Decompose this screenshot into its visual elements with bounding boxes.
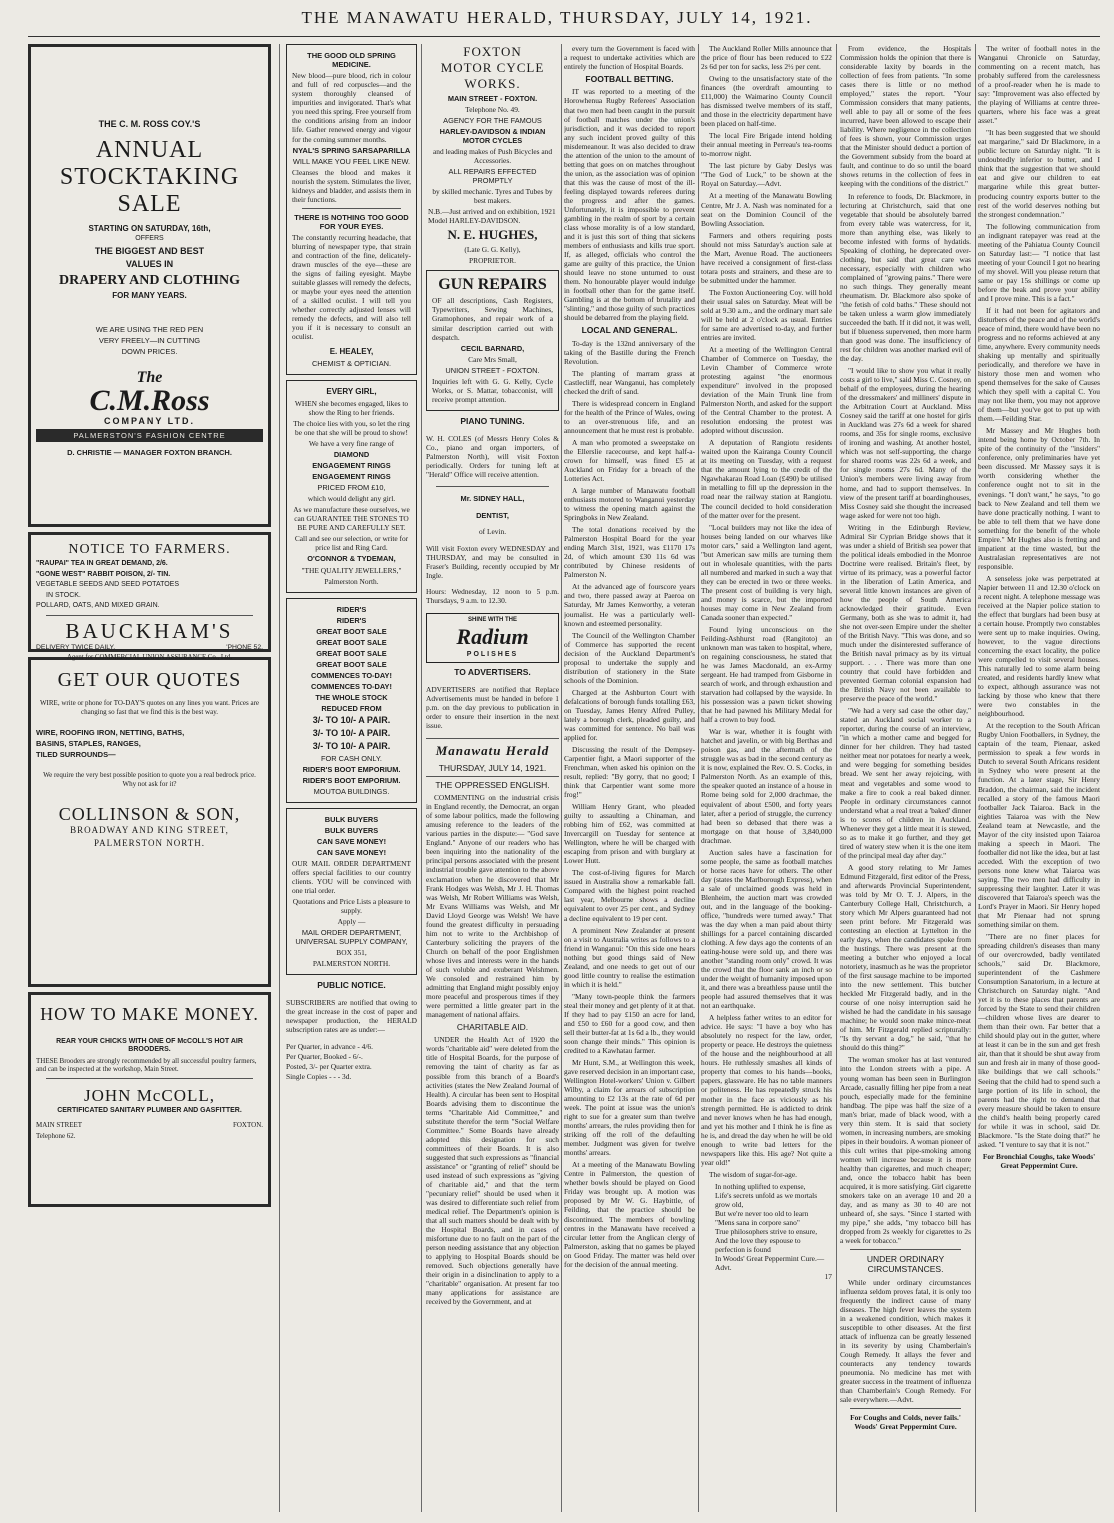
medicine-text-2: Cleanses the blood and makes it nourish the system. Stimulates the liver, kidneys and bladder, and assists them in their functions. xyxy=(292,167,411,204)
gun-text-2: Inquiries left with G. G. Kelly, Cycle Works, or S. Mattar, tobacconist, will receive prompt attention. xyxy=(432,376,553,404)
money-title: HOW TO MAKE MONEY. xyxy=(40,1004,259,1024)
farmers-title: NOTICE TO FARMERS. xyxy=(68,542,231,557)
girl-text-4: which would delight any girl. xyxy=(307,494,396,504)
public-notice-text: SUBSCRIBERS are notified that owing to the great increase in the cost of paper and newspaper production, the HERALD subscription rates are as under:— xyxy=(286,998,417,1035)
coughs-footer: For Coughs and Colds, never fails.' Woods' Great Peppermint Cure. xyxy=(850,1413,961,1432)
local-general-title: LOCAL AND GENERAL. xyxy=(581,325,678,336)
column-rule xyxy=(279,44,280,1512)
motor-address: MAIN STREET - FOXTON. xyxy=(447,93,538,103)
news-item: The Foxton Auctioneering Coy. will hold their usual sales on Saturday. Meat will be sold at 9.30 a.m., and the ordinary mart sale will be held at 2 o'clock as usual. Entries for same are advertised to-day, and further entries are invited. xyxy=(701,287,832,342)
riders-whole-stock: THE WHOLE STOCK xyxy=(315,692,388,702)
medicine-claim: WILL MAKE YOU FEEL LIKE NEW. xyxy=(292,156,411,166)
medicine-text-1: New blood—pure blood, rich in colour and full of red corpuscles—and the system thoroughly cleansed of impurities and invigorated. That's what you need this spring. Free yourself from the conditions arising from an indoor life. Gather renewed energy and vigour for the coming summer months. xyxy=(292,71,411,144)
quotes-text-2: We require the very best possible position to quote you a real bedrock price. Why not ask for it? xyxy=(43,771,256,789)
bulk-box: BOX 351, xyxy=(336,948,367,958)
motor-title-2: MOTOR CYCLE xyxy=(440,59,545,75)
local-item: A man who promoted a sweepstake on the Ellerslie racecourse, and kept half-a-crown for himself, was fined £5 at Auckland on Friday for a breach of the Lotteries Act. xyxy=(564,437,695,484)
verse-line: In Woods' Great Peppermint Cure.—Advt. xyxy=(715,1254,825,1273)
riders-price-1: 3/- TO 10/- A PAIR. xyxy=(312,714,391,725)
football-text: IT was reported to a meeting of the Horowhenua Rugby Referees' Association that two men had been caught in the pursuit of football matches under the union's jurisdiction, and it was decided to report any such incident proved guilty of this misdemeanour. It was also decided to draw the attention of the union to the amount of betting that goes on on matches throughout the union, as the association was of opinion that this was the cause of most of the ill-feeling displayed towards referees during the progress and after the games. Unfortunately, it is impossible to prevent gambling in the realm of sport by a certain class whose morality is of a low standard, and it is just this sort of thing that sickens members of enthusiasts and kills true sport. If, as alleged, officials who control the game are guilty of this practice, the Union should leave no stone unturned to oust them. No honourable player would indulge in football other than for the game itself. Gambling is at the bottom of brutality and "slinting," and those guilty of such practices should be debarred from the playing field. xyxy=(564,87,695,323)
ross-title-3: SALE xyxy=(117,191,182,218)
ross-line-2: VALUES IN xyxy=(125,258,174,269)
divider xyxy=(850,1249,961,1250)
rate-single: Single Copies - - - 3d. xyxy=(286,1071,352,1081)
advertisers-title: TO ADVERTISERS. xyxy=(454,667,531,678)
column-rule xyxy=(975,44,976,1512)
mccoll-street: MAIN STREET xyxy=(36,1121,83,1130)
dentist-name: Mr. SIDNEY HALL, xyxy=(460,494,525,504)
eyes-title: THERE IS NOTHING TOO GOOD FOR YOUR EYES. xyxy=(294,212,409,231)
girl-line-1: DIAMOND xyxy=(333,450,370,460)
girl-text-1: WHEN she becomes engaged, likes to show the Ring to her friends. xyxy=(294,399,409,418)
riders-emporium-2: RIDER'S BOOT EMPORIUM. xyxy=(302,775,401,785)
verse-line: "Mens sana in corpore sano" xyxy=(715,1217,800,1227)
quotes-title: GET OUR QUOTES xyxy=(57,669,242,691)
column-3 xyxy=(426,44,559,1512)
oppressed-text: COMMENTING on the industrial crisis in England recently, the Democrat, an organ of some labour politics, made the following amusing reference to the leaders of the various parties in the dispute:— "God save England." Anyone of our readers who has been inquiring into the nationality of the principal persons associated with the present industrial trouble gave attention to the above exclamation when he discovered that Mr Frank Hodges was Welsh, Mr J. H. Thomas was Welsh, Mr Robert Williams was Welsh, Mr Evans Williams was Welsh, and Mr David Lloyd George was Welsh! We have found the greatest difficulty in persuading him not to write to the Archbishop of Canterbury soliciting the prayers of the Church on behalf of the poor Englishmen whose lives and interests were in the hands of such voluble and exuberant Welshmen. We consoled and restrained him by admitting that England might possibly enjoy more peaceful and prosperous times if they were permitted a little greater part in the management of national affairs. xyxy=(426,793,559,1019)
column-2 xyxy=(286,44,417,1512)
quotes-line-1: WIRE, ROOFING IRON, NETTING, BATHS, xyxy=(36,728,185,738)
news-item: At a meeting of the Wellington Central Chamber of Commerce on Tuesday, the Levin Chamber of Commerce wrote protesting against "the enormous expenditure" involved in the proposed deviation of the Main Trunk line from Palmerston North, and asked for the support of the Central Chamber to the protest. A resolution endorsing the protest was adopted without discussion. xyxy=(701,344,832,436)
mccoll-trade: CERTIFICATED SANITARY PLUMBER AND GASFITTER. xyxy=(57,1106,242,1114)
news-item: The last picture by Gaby Deslys was "The God of Luck," to be shown at the Royal on Saturday.—Advt. xyxy=(701,161,832,189)
charitable-title: CHARITABLE AID. xyxy=(456,1022,529,1033)
motor-agency: AGENCY FOR THE FAMOUS xyxy=(443,115,542,125)
divider xyxy=(850,1408,961,1409)
motor-telephone: Telephone No. 49. xyxy=(465,104,520,114)
article-oppressed-english xyxy=(426,780,559,1019)
bauckham-delivery xyxy=(36,644,263,652)
mccoll-address xyxy=(36,1121,263,1130)
masthead-title: THE MANAWATU HERALD, THURSDAY, JULY 14, 1921. xyxy=(301,8,813,27)
mccoll-ad xyxy=(28,992,271,1207)
news-item: The Auckland Roller Mills announce that the price of flour has been reduced to £22 2s 6d per ton for sacks, less 2½ per cent. xyxy=(701,44,832,72)
news-item: "It has been suggested that we should eat margarine," said Dr Blackmore, in a public lecture on Saturday night. "It is undoubtedly inferior to butter, and I think that the suggestion that we should eat and give our children to eat margarine while this great butter-producing country exports butter to the rest of the world deserves nothing but the strongest condemnation." xyxy=(978,128,1100,219)
nyals-ad xyxy=(286,44,417,375)
riders-cash: FOR CASH ONLY. xyxy=(321,753,382,763)
bulk-apply: Apply — xyxy=(337,917,366,927)
ross-firm: THE C. M. ROSS COY.'S xyxy=(98,119,201,129)
motor-and: and leading makes of Push Bicycles and Accessories. xyxy=(432,146,553,165)
girl-text-2: The choice lies with you, so let the ring be one that she will be proud to show! xyxy=(293,419,410,438)
motor-nb: N.B.—Just arrived and on exhibition, 1921 Model HARLEY-DAVIDSON. xyxy=(428,206,556,225)
motor-makes: HARLEY-DAVIDSON & INDIAN MOTOR CYCLES xyxy=(439,126,546,145)
news-item: War is war, whether it is fought with hatchet and javelin, or with big Berthas and poison gas, and the aftermath of the struggle was as bad in the second century as it is now, explained the Rev. O. S. Cocks, in Palmerston North. As an example of this, the speaker quoted an instance of a house in Rome being sold for 2,000 drachmae, the equivalent of about £500, and forty years later, after a period of struggle, the currency had been so debased that there was a mortgage on that house of 3,840,000 drachmae. xyxy=(701,727,832,845)
quotes-text-1: WIRE, write or phone for TO-DAY'S quotes on any lines you want. Prices are changing so fast that we find this is the best way. xyxy=(39,699,260,716)
piano-title: PIANO TUNING. xyxy=(460,415,525,426)
medicine-title: THE GOOD OLD SPRING MEDICINE. xyxy=(307,51,396,70)
local-item: The total donations received by the Palmerston Hospital Board for the year ending March 31st, 1921, was £1170 17s 2d, of which amount £30 11s 6d was contributed by Chinese residents of Palmerston N. xyxy=(564,525,695,580)
girl-price: PRICED FROM £10, xyxy=(317,483,386,493)
radium-polishes: POLISHES xyxy=(466,650,519,658)
ross-manager: D. CHRISTIE — MANAGER FOXTON BRANCH. xyxy=(67,448,232,458)
riders-sale-3: GREAT BOOT SALE xyxy=(316,648,387,658)
verse-number: 17 xyxy=(824,1272,832,1282)
divider xyxy=(426,738,559,739)
local-item: A prominent New Zealander at present on a visit to Australia writes as follows to a friend in Wanganui: "On this side one hears nothing but good things said of New Zealand, and one needs to get out of our good little country to realise the estimation in which it is held." xyxy=(564,925,695,989)
gun-text-1: OF all descriptions, Cash Registers, Typewriters, Sewing Machines, Gramophones, and repair work of a similar description carried out with despatch. xyxy=(432,296,553,342)
collinson-addr-2: PALMERSTON NORTH. xyxy=(94,838,205,849)
news-item: Writing in the Edinburgh Review, Admiral Sir Cyprian Bridge shows that it was under a shield of British sea power that the political ideals embodied in the Monroe Doctrine were realised. Britain's fleet, by virtue of its primacy, was a powerful factor in the liberation of Latin America, and several little known instances are given of how the people of South America acknowledged their gratitude. Even Germany, both as she was to admit it, had she not over-seen Empire under the shelter of the British Navy. "This was done, and so much under the disinterested sufferance of the British naval primacy as by its virtual support. . . . There was more than one country that could have forbidden and prevented German colonial expansion had the British Navy not been available to preserve the peace of the world." xyxy=(840,522,971,704)
verse-line: True philosophers strive to ensure, xyxy=(715,1226,818,1236)
dentist-text: Will visit Foxton every WEDNESDAY and THURSDAY, and may be consulted in Fraser's Building, recently occupied by Mr Ingle. xyxy=(426,543,559,580)
column-rule xyxy=(836,44,837,1512)
bauckham-agent: Agent for COMMERCIAL UNION ASSURANCE Co., Ltd. xyxy=(67,654,232,662)
farmers-line-5: POLLARD, OATS, AND MIXED GRAIN. xyxy=(36,602,160,610)
ross-title-2: STOCKTAKING xyxy=(59,164,240,191)
money-text-1: THESE Brooders are strongly recommended by all successful poultry farmers, and can be inspected at the workshop, Main Street. xyxy=(36,1056,257,1074)
news-item: Farmers and others requiring posts should not miss Saturday's auction sale at the Mart, Avenue Road. The auctioneers have received a consignment of first-class totara posts and strainers, and these are to be submitted under the hammer. xyxy=(701,230,832,285)
farmers-line-4: IN STOCK. xyxy=(46,591,81,599)
riders-commence-2: COMMENCES TO-DAY! xyxy=(311,681,392,691)
bauckham-name: BAUCKHAM'S xyxy=(65,618,234,643)
bulk-line-2: BULK BUYERS xyxy=(324,825,379,835)
ross-pen-1: WE ARE USING THE RED PEN xyxy=(95,324,204,334)
riders-ad xyxy=(286,598,417,803)
motor-title-1: FOXTON xyxy=(463,44,522,59)
ross-pen-2: VERY FREELY—IN CUTTING xyxy=(98,335,201,345)
oppressed-title: THE OPPRESSED ENGLISH. xyxy=(435,779,550,790)
local-item: Charged at the Ashburton Court with defalcations of borough funds totalling £63, on Tuesday, James Henry Alfred Pulley, lately a borough clerk, pleaded guilty, and was committed for sentence. No bail was applied for. xyxy=(564,687,695,742)
bronchial-footer: For Bronchial Coughs, take Woods' Great Peppermint Cure. xyxy=(982,1151,1096,1170)
local-item: There is widespread concern in England for the health of the Prince of Wales, owing to an over-strenuous life, and an announcement that he must rest is probable. xyxy=(564,398,695,435)
advertisers-text: ADVERTISERS are notified that Replace Advertisements must be handed in before 1 p.m. on the day previous to publication in order to ensure their insertion in the next issue. xyxy=(426,685,559,731)
news-item: A senseless joke was perpetrated at Napier between 11 and 12.30 o'clock on a recent night. A telephone message was received at the Napier police station to the effect that burglars had been busy at a certain house. Promptly two constables were sent up to make inquiries. Owing, however, to the vague directions concerning the exact locality, the police were compelled to visit several houses. This naturally led to some alarm being created, and residents hardly knew what to expect, although assurance was not lacking by those who knew that there were two constables in the neighbourhood. xyxy=(978,573,1100,719)
ross-logo-band: PALMERSTON'S FASHION CENTRE xyxy=(36,429,263,442)
ross-starting: STARTING ON SATURDAY, 16th, xyxy=(88,223,211,233)
motor-cycle-ad xyxy=(426,44,559,265)
girl-line-3: ENGAGEMENT RINGS xyxy=(312,472,391,482)
radium-polish-ad xyxy=(426,613,559,664)
farmers-line-3: VEGETABLE SEEDS AND SEED POTATOES xyxy=(36,581,180,589)
local-item: William Henry Grant, who pleaded guilty to assaulting a Chinaman, and robbing him of £62, was committed at Invercargill on Tuesday for sentence at Wellington, where he will be charged with escaping from prison and with burglary at Lower Hutt. xyxy=(564,802,695,866)
news-item: The woman smoker has at last ventured into the London streets with a pipe. A young woman has been seen in Burlington Arcade, casually filling her pipe from a neat pouch, especially made for the feminine handbag. The pipe was half the size of a man's briar, made of black wood, with a very thin stem. It is said that society women, in increasing numbers, are smoking pipes in their boudoirs. A woman pioneer of this cult writes that pipe-smoking among women will increase because it is more healthy than cigarettes, and much cheaper; and, once the tobacco habit has been acquired, it is more satisfying. Girl cigarette smokers take on an average 10 and 20 a day, and as many as 30 to 40 are not unheard of, she says. "Since I started with my pipe," she adds, "my tobacco bill has dropped from 2s weekly for cigarettes to 2s a week for tobacco." xyxy=(840,1055,971,1246)
bulk-line-3: CAN SAVE MONEY! xyxy=(316,836,387,846)
radium-name: Radium xyxy=(456,624,529,649)
gun-address: UNION STREET - FOXTON. xyxy=(445,365,540,375)
collinson-ad xyxy=(28,657,271,987)
collinson-addr-1: BROADWAY AND KING STREET, xyxy=(70,825,229,836)
column-5 xyxy=(701,44,832,1512)
girl-text-5: As we manufacture these ourselves, we can GUARANTEE THE STONES TO BE PURE AND CAREFULLY SET. xyxy=(293,505,410,533)
riders-price-2: 3/- TO 10/- A PAIR. xyxy=(312,727,391,738)
local-item: Discussing the result of the Dempsey-Carpentier fight, a Maori supporter of the Frenchman, when asked his opinion on the result, replied: "By gorry, that no good; I think that Carpentier want some more frog!" xyxy=(564,744,695,800)
riders-title-1: RIDER'S xyxy=(336,604,367,614)
farmers-line-1: "RAUPAI" TEA IN GREAT DEMAND, 2/6. xyxy=(36,560,168,568)
gun-repairs-ad xyxy=(426,270,559,411)
column-7 xyxy=(978,44,1100,1512)
rate-quarter-advance: Per Quarter, in advance - 4/6. xyxy=(286,1041,373,1051)
herald-date: THURSDAY, JULY 14, 1921. xyxy=(438,762,547,773)
hughes-prop: PROPRIETOR. xyxy=(469,255,516,265)
news-item: If it had not been for agitators and disturbers of the peace and of the world's peace of mind, there would have been no progress and no reforms achieved at any time, anywhere. Every community needs shaking up mentally and spiritually periodically, and therefore we have in history those men and women who spend themselves for the sake of Causes which they spell with a capital C. You may not like them, you may not approve of them—but you've got to put up with them.—Feilding Star. xyxy=(978,305,1100,424)
column-6 xyxy=(840,44,971,1512)
bulk-text-2: Quotations and Price Lists a pleasure to supply. xyxy=(292,897,411,916)
column-rule xyxy=(698,44,699,1512)
riders-reduced: REDUCED FROM xyxy=(321,703,382,713)
healey-name: E. HEALEY, xyxy=(329,347,374,357)
public-notice xyxy=(286,980,417,1080)
jewellers-ad xyxy=(286,380,417,592)
bulk-dept: MAIL ORDER DEPARTMENT, UNIVERSAL SUPPLY COMPANY, xyxy=(295,928,408,947)
ross-pen-3: DOWN PRICES. xyxy=(121,346,178,356)
ross-logo-the: The xyxy=(136,369,163,386)
healey-trade: CHEMIST & OPTICIAN. xyxy=(311,359,392,369)
news-item: "I would like to show you what it really costs a girl to live," said Miss C. Cosney, on behalf of the employees, during the hearing of the dressmakers' and milliners' dispute in the Arbitration Court at Auckland. Miss Cosney said the tariff at one hostel for girls in Auckland was 27s 6d a week for shared rooms, and 35s for single rooms, exclusive of ironing and washing. At another hostel, which was not self-supporting, the charge for shared rooms was 22s 6d a week, and for single rooms 27s 6d. Many of the Union's members were living away from home, and had to support themselves. In view of the present tariff at boardinghouses, Miss Cosney said she thought the increased wage asked for were not too high. xyxy=(840,366,971,520)
verse-line: In nothing uplifted to expense, xyxy=(715,1181,806,1191)
masthead-rule xyxy=(28,36,1100,37)
gun-title: GUN REPAIRS xyxy=(438,275,547,293)
news-item: A helpless father writes to an editor for advice. He says: "I have a boy who has absolutely no respect for the law, order, property or peace. He destroys the quietness of the house and the neighbourhood at all hours. He ruthlessly smashes all kinds of property that comes to his hands—books, papers, glassware. He has no table manners or politeness. He has repeatedly struck his mother in the face as viciously as his strength permitted. He is addicted to drink and never knows when he has had enough, and yet his mother and I think he is fine as he is, and dread the day when he will be old enough to write bad letters for the newspapers like this. His age? Not quite a year old!" xyxy=(701,1013,832,1167)
herald-flag: Manawatu Herald xyxy=(435,742,550,758)
dentist-of: of Levin. xyxy=(478,527,507,537)
news-item: In reference to foods, Dr. Blackmore, in lecturing at Christchurch, said that one vegetable that should be absolutely barred from every table was watercress, for it, more than anything else, was likely to become infested with forms of hydatids. Speaking of clothing, he deprecated over-clothing, but said that great care was necessary, especially with children who complained of "growing pains." There were no such things. They generally meant rheumatism. Dr. Blackmore also spoke of "the fetish of cold baths." These should not be taken unless a warm glow immediately succeeded the bath. If it did not, it was well, but if blueness supervened, then more harm than good was done. The insufficiency of rest for children was another marked evil of the day. xyxy=(840,191,971,364)
local-item: The cost-of-living figures for March issued in Australia show a remarkable fall. Compared with the highest point reached last year, Melbourne shows a decline equivalent to over 25 per cent., and Sydney a decline equivalent to 19 per cent. xyxy=(564,868,695,923)
ross-line-4: FOR MANY YEARS. xyxy=(112,290,187,300)
news-item: The following communication from an indignant ratepayer was read at the meeting of the Pahiatua County Council on Saturday last:— "I notice that last meeting of your Council I got no hearing of my shovel. Will you please return that same or pay 15s shillings or come up before the beak and prove your ability and I prove mine. This is a fact." xyxy=(978,221,1100,303)
local-item: The planting of marram grass at Castlecliff, near Wanganui, has completely checked the drift of sand. xyxy=(564,368,695,396)
quotes-line-3: TILED SURROUNDS— xyxy=(36,750,116,760)
motor-skill: by skilled mechanic. Tyres and Tubes by best makers. xyxy=(432,186,553,205)
news-item: At a meeting of the Manawatu Bowling Centre, Mr J. A. Nash was nominated for a seat on the Dominion Council of the Bowling Association. xyxy=(701,191,832,228)
local-item: At the advanced age of fourscore years and two, there passed away at Paeroa on Saturday, Mr James Kenworthy, a veteran journalist. He was a particularly well-known and esteemed personality. xyxy=(564,582,695,628)
riders-building: MOUTOA BUILDINGS. xyxy=(313,786,390,796)
charitable-text: UNDER the Health Act of 1920 the words "charitable aid" were deleted from the title of Hospital Boards, for the purpose of removing the taint of charity as far as possible from this branch of a Board's activities (states the New Zealand Journal of Health). A circular has been sent to Hospital Boards advising them to discontinue the terms "Charitable Aid Committee," and substitute therefor the term "Social Welfare Committee." Some Boards have already adopted this designation for such committees of their Boards. It is also suggested that such expressions as "financial assistance" or "granting of relief" should be used instead of such expressions as "giving of charitable aid," and that the term "pecuniary relief" should be used when it was desired to differentiate such relief from medical relief. The Department's opinion is that all such matters should be dealt with by the Hospital Boards, and in cases of misfortune due to no fault on the part of the person needing assistance that any objection to applying to Hospital Boards should be removed. Such objections generally have their origin in a disinclination to apply to a "charitable" organisation. At present far too many applications for assistance are received by the Government, and at xyxy=(426,1035,559,1307)
ross-logo: C.M.Ross xyxy=(89,384,210,417)
piano-text: W. H. COLES (of Messrs Henry Coles & Co., piano and organ importers, of Palmerston North), will visit Foxton periodically. Orders for tuning left at "Herald" Office will receive attention. xyxy=(426,433,559,479)
verse-line: But we're never too old to learn xyxy=(715,1208,809,1218)
riders-price-3: 3/- TO 10/- A PAIR. xyxy=(312,740,391,751)
girl-text-6: Call and see our selection, or write for price list and Ring Card. xyxy=(294,534,409,553)
public-notice-title: PUBLIC NOTICE. xyxy=(317,980,386,991)
article-charitable-aid xyxy=(426,1022,559,1306)
news-item: The wisdom of sugar-for-age. xyxy=(709,1169,797,1179)
column-4 xyxy=(564,44,695,1512)
farmers-line-2: "GONE WEST" RABBIT POISON, 2/- TIN. xyxy=(36,570,171,578)
hughes-name: N. E. HUGHES, xyxy=(447,226,538,242)
local-item: A large number of Manawatu football enthusiasts motored to Wanganui yesterday to witness the opening match against the Springboks in New Zealand. xyxy=(564,486,695,523)
divider xyxy=(426,776,559,777)
collinson-firm: COLLINSON & SON, xyxy=(58,803,241,824)
bauckham-delivery-text: DELIVERY TWICE DAILY. xyxy=(36,643,116,651)
divider xyxy=(46,615,253,616)
divider xyxy=(46,1078,253,1079)
news-item: At the reception to the South African Rugby Union Footballers, in Sydney, the captain of the team, Pienaar, asked permission to speak a few words in Dutch to several South Africans resident in Sydney who were present at the function. At a later stage, Sir Henry Braddon, the chairman, said the incident recalled a story of the famous Maori footballer Jack Taiaroa. Back in the eighties Taiaroa was with the New Zealand team at Newcastle, and the Mayor of the city insisted upon Taiaroa making a speech in Maori. The footballer did not like the idea, but at last acceded. With the exception of two persons none knew what Taiaroa was saying. The two men had difficulty in suppressing their laughter. Later it was discovered that Taiaroa's speech was the Lord's Prayer in Maori. Sir Henry hoped that Mr Pienaar had not sprung something similar on them. xyxy=(978,721,1100,929)
bulk-town: PALMERSTON NORTH. xyxy=(312,959,391,969)
local-item: Mr Hunt, S.M., at Wellington this week, gave reserved decision in an important case, Wellington Hotel-workers' Union v. Gilbert Wilby, a claim for arrears of subscription amounting to £2 13s at the rate of 6d per week. The point at issue was the union's right to sue for a greater sum than twelve months' arrears, the rules providing then for striking off the roll of the defaulting member. Judgment was given for twelve months' arrears. xyxy=(564,1057,695,1158)
universal-supply-ad xyxy=(286,808,417,975)
dentist-ad xyxy=(426,494,559,605)
dentist-hours: Hours: Wednesday, 12 noon to 5 p.m. Thursdays, 9 a.m. to 12.30. xyxy=(426,587,559,606)
peppermint-verse xyxy=(701,1182,832,1281)
farmers-notice-ad xyxy=(28,532,271,662)
girl-text-3: We have a very fine range of xyxy=(308,439,395,449)
rate-quarter-booked: Per Quarter, Booked - 6/-. xyxy=(286,1051,363,1061)
riders-sale-2: GREAT BOOT SALE xyxy=(316,637,387,647)
jeweller-slogan: "THE QUALITY JEWELLERS," xyxy=(301,565,402,575)
ross-logo-company: COMPANY LTD. xyxy=(104,416,195,426)
column-rule xyxy=(421,44,422,1512)
gun-care: Care Mrs Small, xyxy=(468,354,517,364)
ross-title-1: ANNUAL xyxy=(95,136,204,163)
motor-repairs: ALL REPAIRS EFFECTED PROMPTLY xyxy=(448,166,537,185)
riders-emporium-1: RIDER'S BOOT EMPORIUM. xyxy=(302,764,401,774)
local-item: "Many town-people think the farmers steal their money and get plenty of it at that. If they had to pay £150 an acre for land, and £50 to £60 for a good cow, and then sell their butter-fat at 1s 6d a lb., they would soon change their minds." This opinion is credited to a Kawhatau farmer. xyxy=(564,991,695,1055)
news-item: A deputation of Rangiotu residents waited upon the Kairanga County Council at its meeting on Tuesday, with a request that the amount lying to the credit of the Ngawhakarau Road Loan (£490) be utilised in metalling to fill up the depression in the road near the railway station at Rangiotu. The council decided to hold consideration of the matter over for the present. xyxy=(701,438,832,520)
medicine-brand: NYAL'S SPRING SARSAPARILLA xyxy=(292,145,411,155)
bulk-line-4: CAN SAVE MONEY! xyxy=(316,848,387,858)
motor-title-3: WORKS. xyxy=(464,75,521,91)
dentist-title: DENTIST, xyxy=(476,510,509,520)
charitable-continued: every turn the Government is faced with a request to undertake activities which are entirely the function of Hospital Boards. xyxy=(564,44,695,72)
ross-line-1: THE BIGGEST AND BEST xyxy=(94,245,205,256)
bulk-text-1: OUR MAIL ORDER DEPARTMENT offers special facilities to our country clients. YOU will be convinced with one trial order. xyxy=(292,859,411,896)
football-title: FOOTBALL BETTING. xyxy=(585,74,674,85)
news-item: A good story relating to Mr James Edmund Fitzgerald, first editor of the Press, and afterwards Provincial Superintendent, was told by Mr O. T. J. Alpers, in the Canterbury College Hall, Christchurch, a story which Mr Alpers guaranteed had not seen print before. Mr Fitzgerald was contesting an election at Lyttelton in the early days, when the candidates spoke from the hustings. There was present at the meeting a butcher who enjoyed a local notoriety, inasmuch as he was the proprietor of the first sausage machine to be imported into the new settlement. This butcher heckled Mr Fitzgerald badly, and in the course of one noisy interruption said he wished he had the candidate in his sausage machine; he would soon make mince-meat of him. Mr Fitzgerald replied scripturally: "Is thy servant a dog," he said, "that he should do this thing?" xyxy=(840,862,971,1053)
gun-name: CECIL BARNARD, xyxy=(460,343,525,353)
news-item: Auction sales have a fascination for some people, the same as football matches or horse races have for others. The other day (states the Marlborough Express), when a sale of unclaimed goods was held in Blenheim, the auction mart was crowded out, and in the language of the booking-office, "hundreds were turned away." That was the day when a man paid about thirty shillings for a parcel containing discarded clothing. A few days ago the contents of an eating-house were sold up, and there was another "standing room only" crowd. It was the crowd that the floor sank an inch or so under the weight of humanity imposed upon it, and there was a breathless pause until the people had assured themselves that it was not an earthquake. xyxy=(701,847,832,1011)
news-item: The writer of football notes in the Wanganui Chronicle on Saturday, commenting on a recent match, has probably suffered from the carelessness of a proof-reader when he is made to say: "Improvement was also effected by the playing of Williams at centre three-quarters, where his face was a great asset." xyxy=(978,44,1100,126)
riders-commence-1: COMMENCES TO-DAY! xyxy=(311,670,392,680)
piano-tuning-ad xyxy=(426,416,559,479)
advertisers-notice xyxy=(426,667,559,730)
verse-line: And the love they espouse to perfection is found xyxy=(715,1235,801,1254)
rate-posted: Posted, 3/- per Quarter extra. xyxy=(286,1061,372,1071)
hughes-late: (Late G. G. Kelly), xyxy=(464,244,521,254)
girl-title: EVERY GIRL, xyxy=(326,387,377,397)
news-item: The local Fire Brigade intend holding their annual meeting in Perreau's tea-rooms to-morrow night. xyxy=(701,131,832,159)
jeweller-town: Palmerston North. xyxy=(324,576,379,586)
news-item: From evidence, the Hospitals Commission holds the opinion that there is considerable laxity by boards in the collection of fees from patients. "In some cases there is little or no method employed," states the report. "Your Commission considers that many patients, well able to pay all or some of the fees incurred, have been allowed to escape their liability. Where negligence in the collection of fees is shown, your Commission urges that the Minister should deduct a portion of the Government subsidy from the board at fault, and continue to do so until the board shows returns in the collection of fees in keeping with the conditions of the district." xyxy=(840,44,971,189)
girl-line-2: ENGAGEMENT RINGS xyxy=(312,461,391,471)
radium-shine: SHINE WITH THE xyxy=(468,616,517,623)
news-item: Owing to the unsatisfactory state of the finances (the overdraft amounting to £11,000) the Waimarino County Council has dismissed twelve members of its staff, and those in the electricity department have been placed on half-time. xyxy=(701,74,832,129)
local-item: At a meeting of the Manawatu Bowling Centre in Palmerston, the question of whether bowls should be played on Good Friday was brought up. A motion was proposed by Mr W. G. Haybittle, of Feilding, that the practice should be discontinued. The members of bowling centres in the Manawatu have received a circular letter from the Anglican clergy of Palmerston, asking that no games be played on Good Friday. The matter was held over for the decision of the annual meeting. xyxy=(564,1160,695,1269)
quotes-line-2: BASINS, STAPLES, RANGES, xyxy=(36,739,141,749)
jeweller-firm: O'CONNOR & TYDEMAN, xyxy=(307,554,396,564)
mccoll-town: FOXTON. xyxy=(232,1121,263,1130)
divider xyxy=(302,208,401,209)
news-item: "Local builders may not like the idea of houses being landed on our wharves like motor cars," said a Wellington land agent, "but American saw mills are turning them out in wholesale quantities, with the parts all numbered and marked in such a way that they can be erected in two or three weeks. The present cost of building is very high, and money is scarce, but the imported houses may come in New Zealand from Canada sooner than expected." xyxy=(701,522,832,622)
riders-sale-4: GREAT BOOT SALE xyxy=(316,659,387,669)
column-rule xyxy=(561,44,562,1512)
news-item: "There are no finer places for spreading children's diseases than many of our overcrowded, badly ventilated schools," said Dr. Blackmore, superintendent of the Cashmere Consumption Sanatorium, in a lecture at Christchurch on Saturday night. "And yet it is to these places that parents are forced by the State to send their children—children whose lives are dearer to them than their own. Far better that a child should play out in the gutter, where at least it can be in the sun and get fresh air, than that it should be shut away from sun and fresh air in many of those good-like buildings that we call schools." Seeing that the child had to spend such a large portion of its life in school, the parents had the right to demand that every measure should be taken to ensure the child's health being properly cared for while it was in school, said Dr. Blackmore. "Is the State doing that?" he asked. "I venture to say that it is not." xyxy=(978,932,1100,1149)
ross-offers: OFFERS xyxy=(135,235,164,243)
ross-line-3: DRAPERY AND CLOTHING xyxy=(58,272,240,288)
mccoll-phone: Telephone 62. xyxy=(36,1131,76,1140)
eyes-text: The constantly recurring headache, that blurring of newspaper type, that strain and contraction of the fine, delicately-drawn muscles of the eye—these are the signs of failing eyesight. Maybe suitable glasses will remedy the defects, or maybe your eyes need the attention of a skilled oculist. I will tell you whether correctly adjusted lenses will remedy the defects, and will also tell you if it is necessary to consult an oculist. xyxy=(292,233,411,342)
bulk-line-1: BULK BUYERS xyxy=(324,814,379,824)
news-item: Mr Massey and Mr Hughes both intend being home by October 7th. In spite of the continuity of the "insiders" conference, only preliminaries have yet been discussed. Mr Massey says it is worth considering whether the conference ought not to sit in the evenings. "I don't want," he says, "to go back to New Zealand and tell them we have done practically nothing. I want to be able to tell them that we have done something for the benefit of the whole Empire." Mr Hughes also is fretting and impatient at the time wasted, but the Australasian representatives are not responsible. xyxy=(978,426,1100,571)
local-item: To-day is the 132nd anniversary of the taking of the Bastille during the French Revolution. xyxy=(564,338,695,366)
circumstances-text: While under ordinary circumstances influenza seldom proves fatal, it is only too frequently the indirect cause of many diseases. The high fever leaves the system in a weakened condition, which makes it susceptible to other diseases. At the first attack of influenza can be greatly lessened in its severity by using Chamberlain's Cough Remedy. It allays the fever and counteracts any tendency towards pneumonia. No medicine has met with greater success in the treatment of influenza than Chamberlain's Cough Remedy. For sale everywhere.—Advt. xyxy=(840,1277,971,1405)
money-line-1: REAR YOUR CHICKS WITH ONE OF McCOLL'S HOT AIR BROODERS. xyxy=(56,1037,243,1054)
riders-sale-1: GREAT BOOT SALE xyxy=(316,626,387,636)
bauckham-phone: 'PHONE 52. xyxy=(226,643,263,651)
circumstances-title: UNDER ORDINARY CIRCUMSTANCES. xyxy=(866,1254,945,1275)
news-item: Found lying unconscious on the Feilding-Ashhurst road (Rangitoto) an unknown man was taken to hospital, where, on regaining consciousness, he stated that he was James Macdonald, an ex-Army sergeant. He had tramped from Gisborne in search of work, and through exhaustion and starvation had collapsed by the wayside. In his possession was a pawn ticket showing that he had pawned his Military Medal for half a crown to buy food. xyxy=(701,624,832,725)
news-item: "We had a very sad case the other day," stated an Auckland social worker to a reporter, during the course of an interview, "in which a mother came and begged for dinner for her children. They had tasted neither meat nor potatoes for nearly a week, and were begging for something besides bread. We sent her away rejoicing, with meat and vegetables and some wood to make a fire to cook a real baked dinner. People in ordinary circumstances cannot understand what a real treat a 'baked' dinner is to scores of children in Auckland. Whenever they get a little meat it is stewed, so as to make it go further, and they get tired of watery stew when it is the one item of the principal meal day after day." xyxy=(840,706,971,860)
verse-line: Life's secrets unfold as we mortals grow old, xyxy=(715,1190,818,1209)
ross-sale-ad xyxy=(28,44,271,527)
local-item: The Council of the Wellington Chamber of Commerce has supported the recent decision of the Auckland Department's proposal to undertake the supply and distribution of stationery in the State schools of the Dominion. xyxy=(564,630,695,685)
mccoll-firm: JOHN McCOLL, xyxy=(84,1086,215,1106)
column-1 xyxy=(28,44,271,1512)
riders-title-2: RIDER'S xyxy=(336,615,367,625)
divider xyxy=(436,486,549,487)
